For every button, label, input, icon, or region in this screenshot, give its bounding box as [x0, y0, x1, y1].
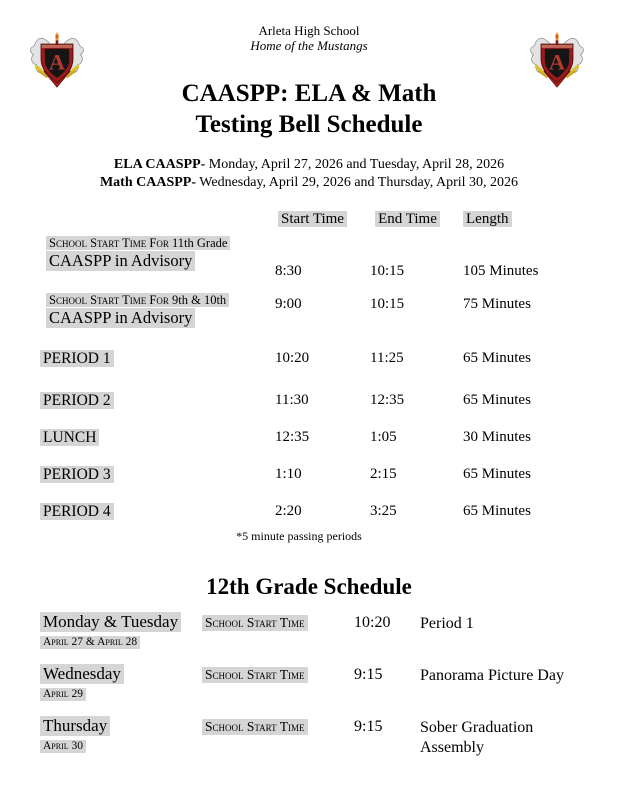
table-row — [0, 503, 618, 521]
row-label: PERIOD 2 — [40, 392, 114, 409]
length-value: 30 Minutes — [463, 429, 531, 445]
table-row — [0, 392, 618, 410]
end-time-value: 12:35 — [370, 392, 405, 408]
start-time-value: 1:10 — [275, 466, 302, 482]
table-row — [0, 716, 618, 758]
row-label: PERIOD 4 — [40, 503, 114, 520]
table-row — [0, 429, 618, 447]
length-value: 75 Minutes — [463, 296, 531, 312]
day-dates: April 29 — [40, 688, 86, 701]
length-value: 65 Minutes — [463, 392, 531, 408]
school-start-time-label: School Start Time — [202, 667, 308, 683]
bell-table-header-row — [0, 211, 618, 228]
day-label: Thursday — [40, 716, 110, 736]
svg-text:A: A — [548, 49, 566, 75]
column-header-length: Length — [463, 211, 512, 227]
end-time-value: 3:25 — [370, 503, 397, 519]
school-name: Arleta High School — [258, 23, 360, 38]
start-time-value: 11:30 — [275, 392, 309, 408]
column-header-end-time: End Time — [375, 211, 440, 227]
activity-label: Panorama Picture Day — [420, 667, 564, 684]
page-title-line2: Testing Bell Schedule — [195, 111, 423, 138]
table-row — [0, 664, 618, 702]
row-label: PERIOD 1 — [40, 350, 114, 367]
row-sublabel: School Start Time For 11th Grade — [46, 236, 230, 250]
start-time-value: 9:15 — [354, 718, 383, 735]
day-label: Monday & Tuesday — [40, 612, 181, 632]
school-motto: Home of the Mustangs — [250, 38, 368, 53]
row-label: CAASPP in Advisory — [46, 251, 195, 271]
school-start-time-label: School Start Time — [202, 719, 308, 735]
passing-periods-footnote: *5 minute passing periods — [236, 529, 362, 543]
start-time-value: 10:20 — [354, 614, 391, 631]
grade12-section-heading: 12th Grade Schedule — [206, 574, 412, 599]
math-label: Math CAASPP- — [99, 175, 197, 190]
start-time-value: 8:30 — [275, 263, 302, 279]
activity-label: Period 1 — [420, 615, 474, 632]
end-time-value: 10:15 — [370, 263, 405, 279]
start-time-value: 9:15 — [354, 666, 383, 683]
ela-dates: Monday, April 27, 2026 and Tuesday, April 28, 2026 — [205, 157, 505, 172]
end-time-value: 2:15 — [370, 466, 397, 482]
length-value: 65 Minutes — [463, 503, 531, 519]
row-label: CAASPP in Advisory — [46, 308, 195, 328]
start-time-value: 9:00 — [275, 296, 302, 312]
day-label: Wednesday — [40, 664, 124, 684]
start-time-value: 10:20 — [275, 350, 310, 366]
end-time-value: 10:15 — [370, 296, 405, 312]
end-time-value: 11:25 — [370, 350, 404, 366]
day-dates: April 27 & April 28 — [40, 636, 140, 649]
start-time-value: 2:20 — [275, 503, 302, 519]
row-label: LUNCH — [40, 429, 99, 446]
school-start-time-label: School Start Time — [202, 615, 308, 631]
svg-text:A: A — [48, 49, 66, 75]
ela-dates-line — [0, 156, 618, 173]
table-row — [0, 612, 618, 650]
page-title-line1: CAASPP: ELA & Math — [181, 80, 437, 107]
table-row — [0, 236, 618, 280]
start-time-value: 12:35 — [275, 429, 310, 445]
row-sublabel: School Start Time For 9th & 10th — [46, 293, 229, 307]
math-dates: Wednesday, April 29, 2026 and Thursday, April 30, 2026 — [196, 175, 519, 190]
table-row — [0, 350, 618, 368]
ela-label: ELA CAASPP- — [113, 157, 206, 172]
math-dates-line — [0, 174, 618, 191]
length-value: 65 Minutes — [463, 350, 531, 366]
end-time-value: 1:05 — [370, 429, 397, 445]
length-value: 105 Minutes — [463, 263, 539, 279]
table-row — [0, 466, 618, 484]
row-label: PERIOD 3 — [40, 466, 114, 483]
length-value: 65 Minutes — [463, 466, 531, 482]
table-row — [0, 293, 618, 328]
day-dates: April 30 — [40, 740, 86, 753]
column-header-start-time: Start Time — [278, 211, 347, 227]
activity-label: Sober Graduation Assembly — [420, 719, 534, 756]
